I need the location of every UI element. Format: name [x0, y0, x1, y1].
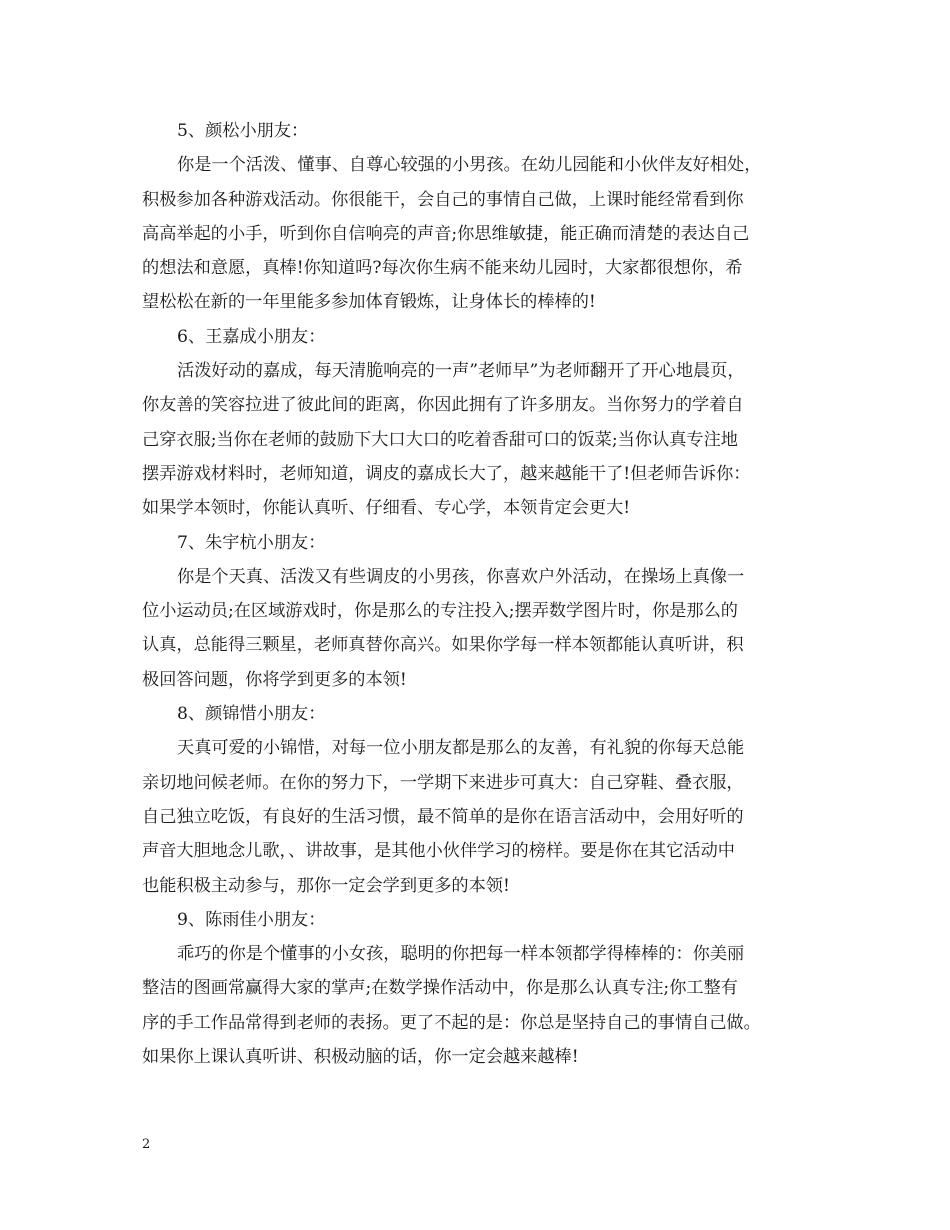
paragraph-line: 位小运动员;在区域游戏时，你是那么的专注投入;摆弄数学图片时，你是那么的	[142, 601, 738, 622]
paragraph-line: 认真，总能得三颗星，老师真替你高兴。如果你学每一样本领都能认真听讲，积	[142, 635, 744, 656]
document-body	[142, 114, 842, 1074]
section-heading: 6、王嘉成小朋友：	[177, 326, 326, 347]
paragraph-line: 积极参加各种游戏活动。你很能干，会自己的事情自己做，上课时能经常看到你	[142, 189, 744, 210]
section-heading: 5、颜松小朋友：	[177, 121, 309, 141]
paragraph-line: 你是一个活泼、懂事、自尊心较强的小男孩。在幼儿园能和小伙伴友好相处，	[177, 155, 762, 176]
paragraph-line: 摆弄游戏材料时，老师知道，调皮的嘉成长大了，越来越能干了!但老师告诉你：	[142, 463, 751, 484]
paragraph-line: 的想法和意愿，真棒!你知道吗?每次你生病不能来幼儿园时，大家都很想你，希	[142, 258, 743, 279]
paragraph-line: 声音大胆地念儿歌，、讲故事，是其他小伙伴学习的榜样。要是你在其它活动中	[142, 841, 735, 862]
section-heading: 7、朱宇杭小朋友：	[177, 532, 326, 553]
paragraph-line: 如果学本领时，你能认真听、仔细看、专心学，本领肯定会更大!	[142, 498, 631, 519]
paragraph-line: 亲切地问候老师。在你的努力下，一学期下来进步可真大：自己穿鞋、叠衣服，	[142, 772, 744, 793]
paragraph-line: 如果你上课认真听讲、积极动脑的话，你一定会越来越棒!	[142, 1047, 579, 1068]
paragraph-line: 高高举起的小手，听到你自信响亮的声音;你思维敏捷，能正确而清楚的表达自己	[142, 223, 750, 244]
paragraph-line: 极回答问题，你将学到更多的本领!	[142, 669, 407, 690]
paragraph-line: 你是个天真、活泼又有些调皮的小男孩，你喜欢户外活动，在操场上真像一	[177, 566, 745, 587]
paragraph-line: 整洁的图画常赢得大家的掌声;在数学操作活动中，你是那么认真专注;你工整有	[142, 978, 738, 999]
paragraph-line: 望松松在新的一年里能多参加体育锻炼，让身体长的棒棒的!	[142, 292, 596, 313]
paragraph-line: 活泼好动的嘉成，每天清脆响亮的一声”老师早”为老师翻开了开心地晨页，	[177, 361, 745, 382]
paragraph-line: 你友善的笑容拉进了彼此间的距离，你因此拥有了许多朋友。当你努力的学着自	[142, 395, 744, 416]
paragraph-line: 天真可爱的小锦惜，对每一位小朋友都是那么的友善，有礼貌的你每天总能	[177, 738, 745, 759]
paragraph-line: 也能积极主动参与，那你一定会学到更多的本领!	[142, 875, 510, 896]
page-number: 2	[142, 1137, 151, 1152]
section-heading: 8、颜锦惜小朋友：	[177, 704, 326, 725]
paragraph-line: 自己独立吃饭，有良好的生活习惯，最不简单的是你在语言活动中，会用好听的	[142, 806, 744, 827]
paragraph-line: 己穿衣服;当你在老师的鼓励下大口大口的吃着香甜可口的饭菜;当你认真专注地	[142, 429, 738, 450]
paragraph-line: 乖巧的你是个懂事的小女孩，聪明的你把每一样本领都学得棒棒的：你美丽	[177, 944, 745, 965]
paragraph-line: 序的手工作品常得到老师的表扬。更了不起的是：你总是坚持自己的事情自己做。	[142, 1012, 761, 1033]
section-heading: 9、陈雨佳小朋友：	[177, 909, 326, 930]
